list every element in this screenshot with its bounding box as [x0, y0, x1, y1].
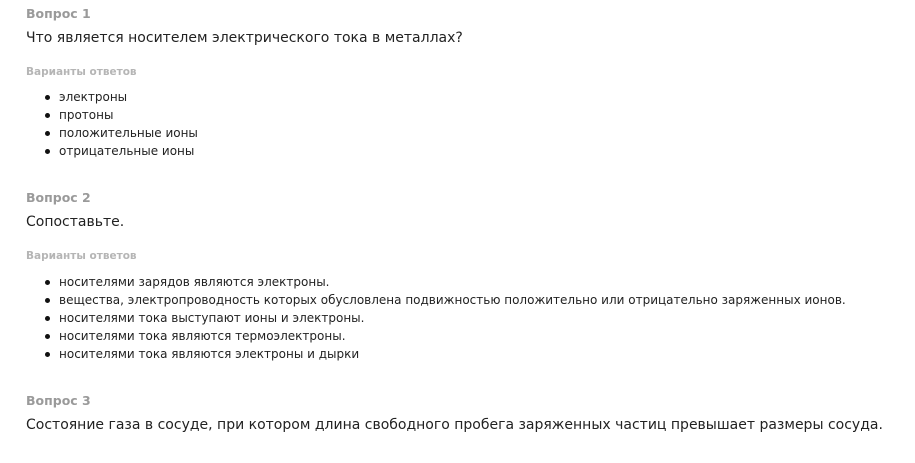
answer-text: вещества, электропроводность которых обусловлена подвижностью положительно или отрицательно заряженных ионов. [59, 293, 846, 307]
answer-text: носителями зарядов являются электроны. [59, 275, 330, 289]
bullet-icon [45, 316, 50, 321]
bullet-icon [45, 149, 50, 154]
bullet-icon [45, 131, 50, 136]
answer-item [26, 345, 915, 363]
answer-item [26, 142, 915, 160]
bullet-icon [45, 334, 50, 339]
bullet-icon [45, 298, 50, 303]
question-2 [26, 190, 915, 363]
answer-list [26, 273, 915, 363]
question-number: Вопрос 3 [26, 393, 91, 408]
bullet-icon [45, 95, 50, 100]
answer-item [26, 106, 915, 124]
question-number: Вопрос 2 [26, 190, 91, 205]
bullet-icon [45, 113, 50, 118]
answer-item [26, 124, 915, 142]
answer-list [26, 88, 915, 160]
answer-text: носителями тока являются термоэлектроны. [59, 329, 346, 343]
answer-text: протоны [59, 108, 114, 122]
answer-item [26, 291, 915, 309]
question-3 [26, 393, 915, 435]
answer-item [26, 309, 915, 327]
answer-item [26, 273, 915, 291]
question-number: Вопрос 1 [26, 6, 91, 21]
question-text: Что является носителем электрического тока в металлах? [26, 30, 463, 46]
answer-item [26, 327, 915, 345]
answer-text: положительные ионы [59, 126, 198, 140]
answer-item [26, 88, 915, 106]
answer-text: носителями тока являются электроны и дырки [59, 347, 360, 361]
bullet-icon [45, 280, 50, 285]
bullet-icon [45, 352, 50, 357]
answer-text: носителями тока выступают ионы и электроны. [59, 311, 365, 325]
answers-label: Варианты ответов [26, 250, 137, 262]
answer-text: электроны [59, 90, 128, 104]
question-1 [26, 6, 915, 160]
answer-text: отрицательные ионы [59, 144, 195, 158]
question-text: Сопоставьте. [26, 214, 125, 230]
question-text: Состояние газа в сосуде, при котором длина свободного пробега заряженных частиц превышает размеры сосуда. [26, 417, 883, 433]
answers-label: Варианты ответов [26, 66, 137, 78]
